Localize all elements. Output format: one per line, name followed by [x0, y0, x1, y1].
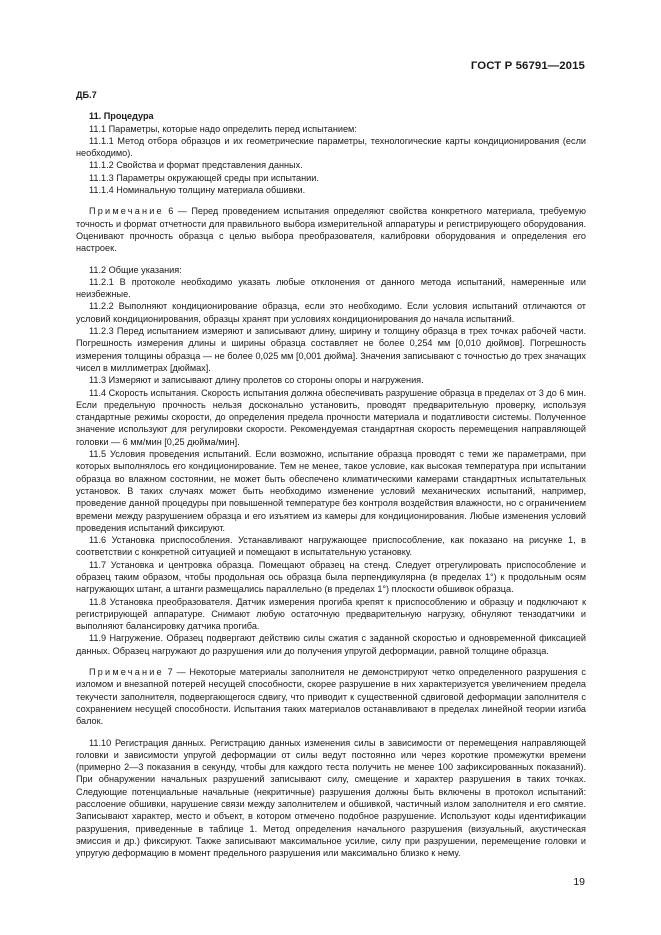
paragraph-11-1-1: 11.1.1 Метод отбора образцов и их геометрические параметры, технологические карты кондиционирования (если необходимо).: [76, 135, 586, 159]
paragraph-11-6: 11.6 Установка приспособления. Устанавливают нагружающее приспособление, как показано на рисунке 1, в соответствии с конкретной ситуацией и помещают в испытательную установку.: [76, 535, 586, 558]
paragraph-11-4: 11.4 Скорость испытания. Скорость испытания должна обеспечивать разрушение образца в пределах от 3 до 6 мин. Если предельную прочность нельзя досконально установить, проводят предварительную проверку, используя стандартные режимы скорости, до определения предела прочности материала и податливости системы. Полученное значение используют для регулировки скорости. Рекомендуемая стандартная скорость перемещения направляющей головки — 6 мм/мин [0,25 дюйма/мин].: [76, 387, 586, 447]
paragraph-11-1: 11.1 Параметры, которые надо определить перед испытанием:: [89, 123, 357, 134]
paragraph-11-10: 11.10 Регистрация данных. Регистрацию данных изменения силы в зависимости от перемещения направляющей головки и зависимости упругой деформации от силы ведут постоянно или через короткие промежутки времени (примерно 2—3 показания в секунду, чтобы для каждого теста получить не менее 100 зафиксированных показаний). При обнаружении начальных разрушений записывают силу, смещение и характер разрушения в таких точках. Следующие потенциальные начальные (некритичные) разрушения должны быть включены в протокол испытаний: расслоение обшивки, нарушение связи между заполнителем и обшивкой, частичный излом заполнителя и его смятие. Записывают характер, место и объект, в котором отмечено подобное разрушение. Используют коды идентификации разрушения, приведенные в таблице 1. Метод определения начального разрушения (визуальный, акустическая эмиссия и др.) фиксируют. Также записывают максимальное усилие, силу при разрушении, перемещение головки и упругую деформацию в момент предельного разрушения или максимально близко к нему.: [76, 737, 586, 859]
paragraph-11-2-1: 11.2.1 В протоколе необходимо указать любые отклонения от данного метода испытаний, намеренные или неизбежные.: [76, 276, 586, 300]
note-6-text: 6 — Перед проведением испытания определяют свойства конкретного материала, требуемую точность и формат отчетности для правильного выбора измерительной аппаратуры и регистрирующего оборудования. Оценивают прочность образца с целью выбора преобразователя, калибровки оборудования и определения его настроек.: [76, 206, 586, 254]
document-code: ГОСТ Р 56791—2015: [470, 60, 585, 72]
main-content: [76, 89, 586, 860]
paragraph-11-8: 11.8 Установка преобразователя. Датчик измерения прогиба крепят к приспособлению и образцу и подключают к регистрирующей аппаратуре. Снимают любую остаточную предварительную нагрузку, обнуляют тензодатчики и выполняют балансировку датчика прогиба.: [76, 596, 586, 632]
paragraph-11-3: 11.3 Измеряют и записывают длину пролетов со стороны опоры и нагружения.: [89, 375, 424, 386]
note-6: [76, 205, 586, 254]
section-title: 11. Процедура: [89, 111, 154, 122]
page-number: 19: [573, 876, 585, 888]
note-7-text: 7 — Некоторые материалы заполнителя не демонстрируют четко определенного разрушения с изломом и внезапной потерей несущей способности, скорее разрушение в них характеризуется увеличением предела текучести заполнителя, подвергающегося сдвигу, что приводит к существенной сдвиговой деформации заполнителя с сохранением несущей способности. Испытания таких материалов останавливают в пределах линейной теории изгиба балок.: [76, 667, 586, 727]
paragraph-11-2-3: 11.2.3 Перед испытанием измеряют и записывают длину, ширину и толщину образца в трех точках рабочей части. Погрешность измерения длины и ширины образца составляет не более 0,254 мм [0,010 дюймов]. Погрешность измерения толщины образца — не более 0,025 мм [0,001 дюйма]. Значения записывают с точностью до трех значащих чисел в миллиметрах [дюймах].: [76, 326, 586, 373]
paragraph-11-1-3: 11.1.3 Параметры окружающей среды при испытании.: [89, 172, 319, 183]
paragraph-11-1-2: 11.1.2 Свойства и формат представления данных.: [89, 160, 303, 171]
note-7: [76, 666, 586, 727]
section-code: ДБ.7: [76, 90, 97, 100]
paragraph-11-2: 11.2 Общие указания:: [89, 264, 182, 275]
paragraph-11-5: 11.5 Условия проведения испытаний. Если возможно, испытание образца проводят с теми же параметрами, при которых выполнялось его кондиционирование. Тем не менее, такое условие, как высокая температура при испытании образца во влажном состоянии, не может быть обеспечено климатическими камерами стандартных испытательных установок. В таких случаях может быть необходимо изменение условий механических испытаний, например, проведение данной процедуры при повышенной температуре без контроля воздействия влажности, но с ограничением времени между разрушением образца и его изъятием из камеры для кондиционирования. Любые изменения условий проведения испытаний фиксируют.: [76, 449, 586, 533]
paragraph-11-7: 11.7 Установка и центровка образца. Помещают образец на стенд. Следует отрегулировать приспособление и образец таким образом, чтобы продольная ось образца была перпендикулярна (в пределах 1°) к продольным осям нагружающих штанг, а штанги размещались параллельно (в пределах 1°) плоскости обшивок образца.: [76, 559, 586, 595]
paragraph-11-2-2: 11.2.2 Выполняют кондиционирование образца, если это необходимо. Если условия испытаний отличаются от условий кондиционирования, образцы хранят при условиях кондиционирования до начала испытаний.: [76, 301, 586, 324]
paragraph-11-1-4: 11.1.4 Номинальную толщину материала обшивки.: [89, 185, 306, 196]
note-7-label: Примечание: [89, 667, 164, 678]
paragraph-11-9: 11.9 Нагружение. Образец подвергают действию силы сжатия с заданной скоростью и одновременной фиксацией данных. Образец нагружают до разрушения или до получения упругой деформации, равной толщине образца.: [76, 633, 586, 656]
note-6-label: Примечание: [89, 206, 164, 217]
